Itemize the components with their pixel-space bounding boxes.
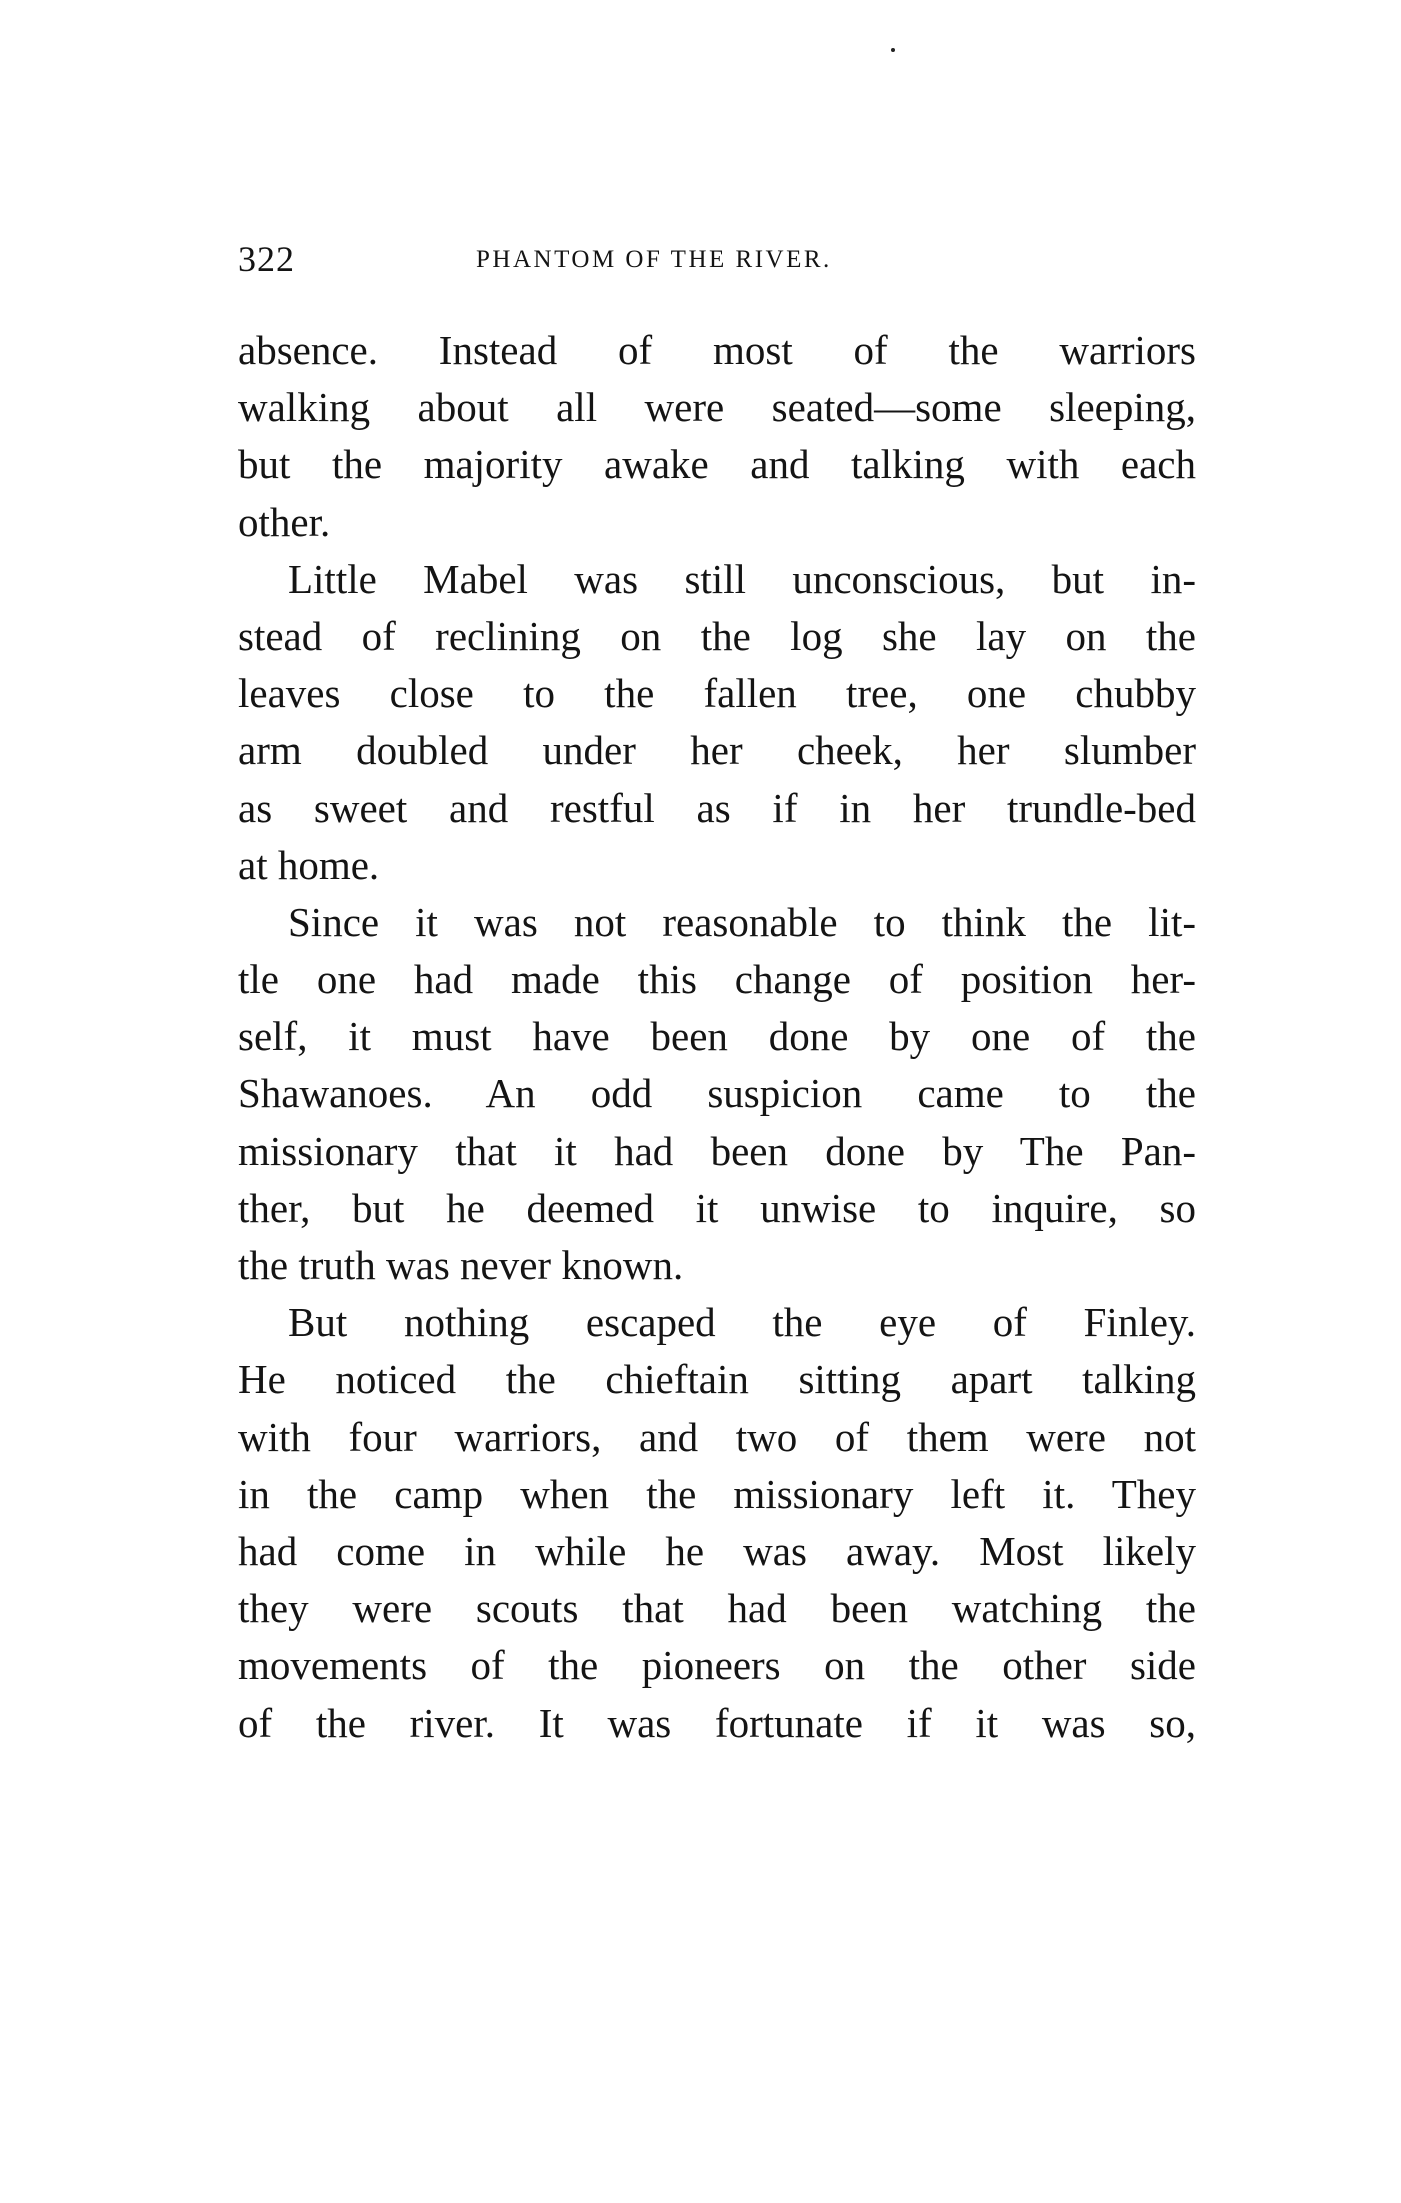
text-line: Little Mabel was still unconscious, but in-	[288, 555, 1196, 602]
running-head	[238, 238, 1198, 278]
body-text	[238, 322, 1196, 1752]
text-line: tle one had made this change of position her-	[238, 956, 1196, 1003]
text-line: at home.	[238, 841, 380, 888]
text-line: He noticed the chieftain sitting apart talking	[238, 1356, 1196, 1403]
text-line: of the river. It was fortunate if it was so,	[238, 1699, 1196, 1746]
text-line: But nothing escaped the eye of Finley.	[288, 1299, 1196, 1346]
ink-speck	[891, 48, 895, 52]
running-title: PHANTOM OF THE RIVER.	[476, 246, 832, 273]
text-line: the truth was never known.	[238, 1242, 684, 1288]
text-line: in the camp when the missionary left it. They	[238, 1470, 1196, 1517]
text-line: they were scouts that had been watching the	[238, 1585, 1196, 1632]
text-line: absence. Instead of most of the warriors	[238, 327, 1196, 373]
text-line: leaves close to the fallen tree, one chubby	[238, 670, 1196, 717]
text-line: as sweet and restful as if in her trundle-bed	[238, 784, 1196, 831]
text-line: Shawanoes. An odd suspicion came to the	[238, 1070, 1196, 1117]
text-line: self, it must have been done by one of the	[238, 1013, 1196, 1060]
text-line: other.	[238, 498, 331, 545]
text-line: stead of reclining on the log she lay on the	[238, 612, 1196, 659]
page-number: 322	[238, 239, 295, 279]
text-line: with four warriors, and two of them were not	[238, 1413, 1196, 1460]
text-line: had come in while he was away. Most likely	[238, 1527, 1196, 1574]
text-line: movements of the pioneers on the other side	[238, 1642, 1196, 1689]
text-line: ther, but he deemed it unwise to inquire, so	[238, 1184, 1196, 1231]
text-line: Since it was not reasonable to think the lit-	[288, 898, 1196, 945]
text-line: but the majority awake and talking with each	[238, 441, 1196, 488]
text-line: arm doubled under her cheek, her slumber	[238, 727, 1196, 774]
text-line: missionary that it had been done by The Pan-	[238, 1127, 1196, 1174]
text-line: walking about all were seated—some sleeping,	[238, 384, 1196, 431]
